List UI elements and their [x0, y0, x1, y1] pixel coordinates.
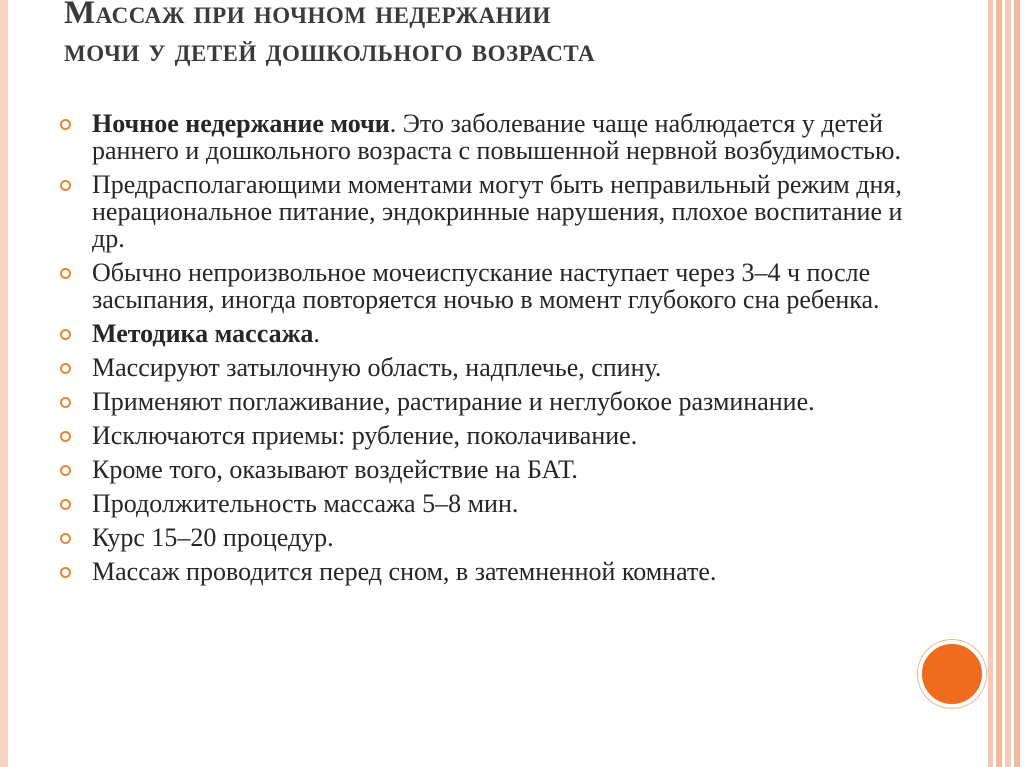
list-item	[60, 490, 940, 517]
list-item-bold: Методика массажа	[92, 319, 314, 348]
list-item-text: Кроме того, оказывают воздействие на БАТ.	[92, 455, 578, 484]
bullet-ring-icon	[60, 180, 71, 191]
slide-title	[64, 0, 944, 70]
bullet-ring-icon	[60, 499, 71, 510]
slide-title-line-1: Массаж при ночном недержании	[64, 0, 551, 31]
bullet-ring-icon	[60, 329, 71, 340]
bullet-ring-icon	[60, 397, 71, 408]
list-item	[60, 259, 940, 313]
list-item-text: Массаж проводится перед сном, в затемненной комнате.	[92, 557, 717, 586]
list-item	[60, 171, 940, 252]
list-item-text: Применяют поглаживание, растирание и неглубокое разминание.	[92, 387, 815, 416]
list-item-text: Массируют затылочную область, надплечье, спину.	[92, 353, 662, 382]
list-item	[60, 354, 940, 381]
list-item-text: Обычно непроизвольное мочеиспускание наступает через 3–4 ч после засыпания, иногда повторяется ночью в момент глубокого сна ребенка.	[92, 258, 880, 314]
list-item	[60, 422, 940, 449]
list-item-text: .	[313, 319, 320, 348]
list-item-text: Продолжительность массажа 5–8 мин.	[92, 489, 519, 518]
list-item	[60, 558, 940, 585]
list-item-text: . Это заболевание чаще наблюдается у детей раннего и дошкольного возраста с повышенной нервной возбудимостью.	[92, 109, 901, 165]
bullet-ring-icon	[60, 119, 71, 130]
bullet-ring-icon	[60, 533, 71, 544]
list-item-text: Курс 15–20 процедур.	[92, 523, 334, 552]
list-item	[60, 110, 940, 164]
orange-circle-decoration	[918, 640, 986, 708]
list-item	[60, 456, 940, 483]
list-item-text: Предрасполагающими моментами могут быть неправильный режим дня, нерациональное питание, эндокринные нарушения, плохое воспитание и др.	[92, 170, 903, 253]
bullet-ring-icon	[60, 268, 71, 279]
bullet-list	[60, 110, 940, 592]
left-edge-decoration	[0, 0, 8, 767]
list-item-bold: Ночное недержание мочи	[92, 109, 390, 138]
list-item	[60, 524, 940, 551]
list-item	[60, 388, 940, 415]
right-stripes-decoration	[984, 0, 1024, 767]
list-item-text: Исключаются приемы: рубление, поколачивание.	[92, 421, 638, 450]
bullet-ring-icon	[60, 431, 71, 442]
slide-title-line-2: мочи у детей дошкольного возраста	[64, 33, 596, 69]
bullet-ring-icon	[60, 567, 71, 578]
list-item	[60, 320, 940, 347]
bullet-ring-icon	[60, 465, 71, 476]
bullet-ring-icon	[60, 363, 71, 374]
